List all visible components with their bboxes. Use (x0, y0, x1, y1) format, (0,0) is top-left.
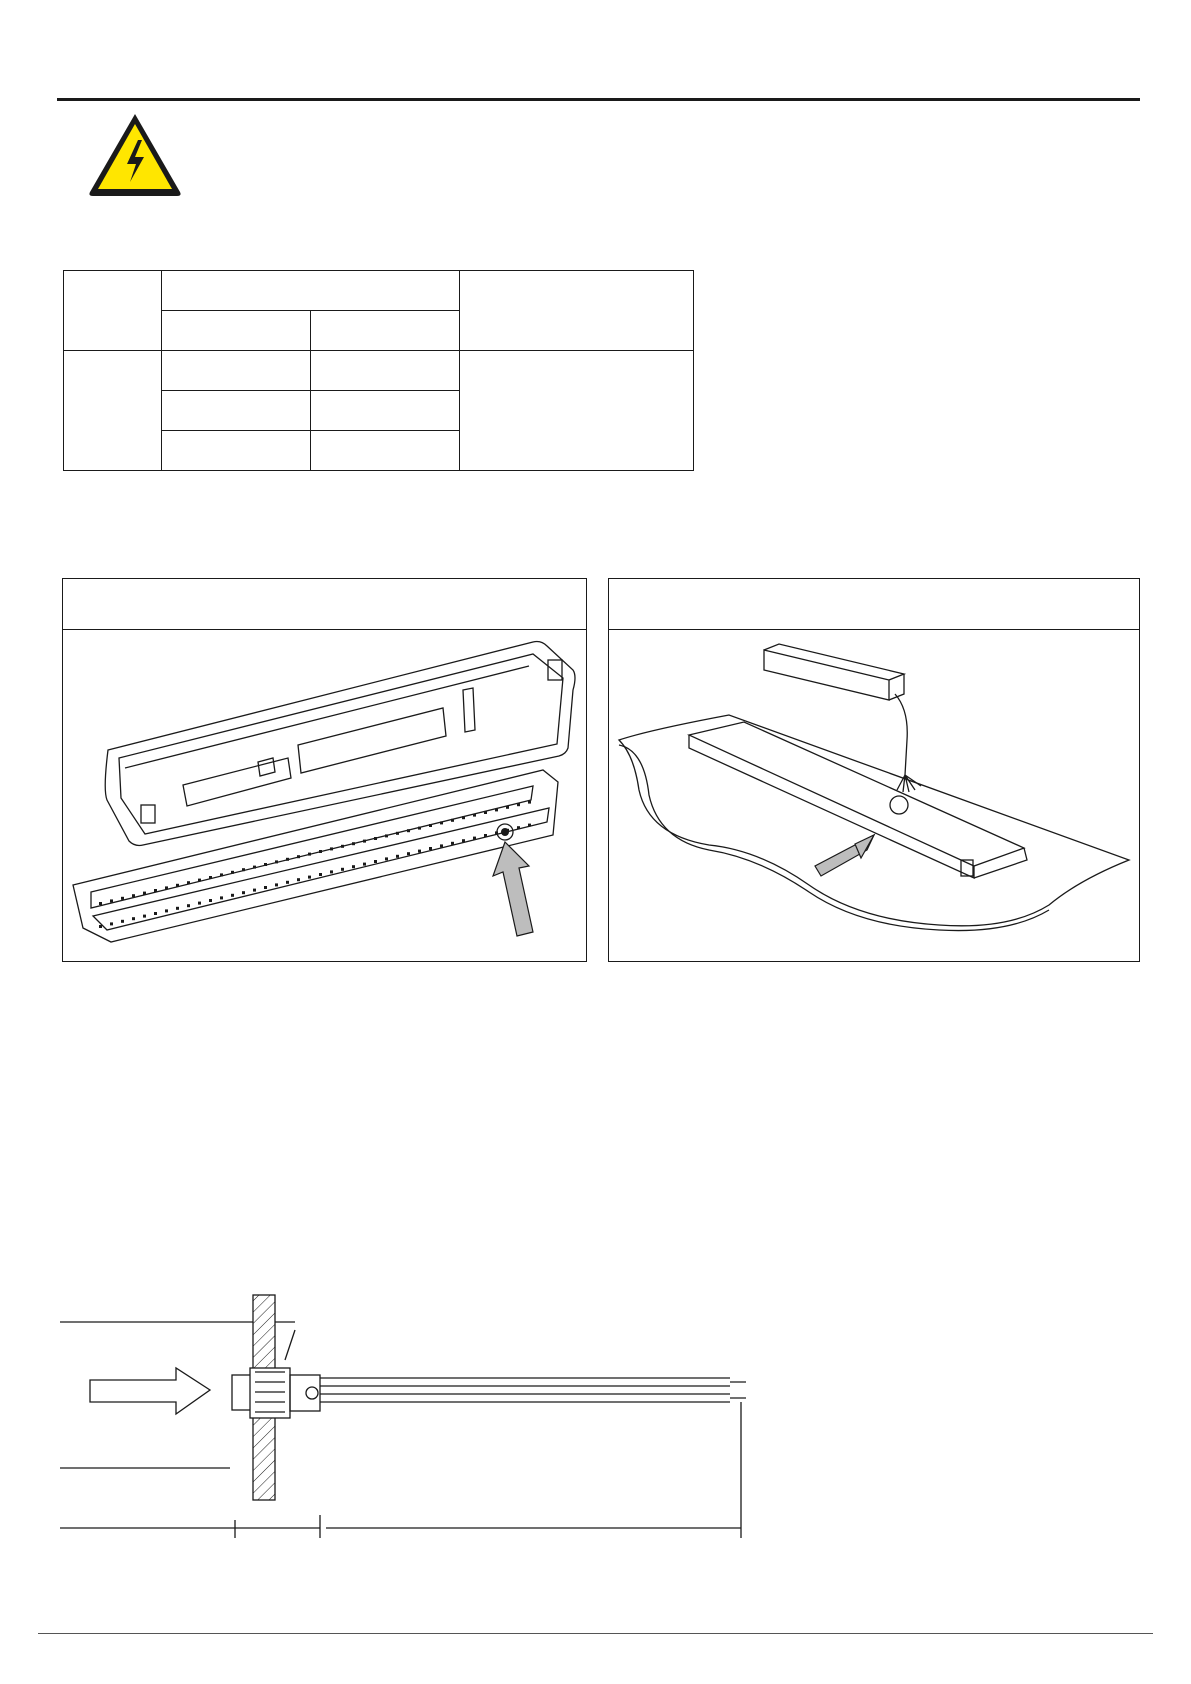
figure-title (609, 579, 1139, 630)
led-dot (121, 920, 124, 923)
led-dot (407, 829, 410, 832)
led-dot (275, 860, 278, 863)
table-cell (311, 431, 460, 471)
led-dot (341, 845, 344, 848)
led-dot (209, 899, 212, 902)
table-row (64, 271, 694, 311)
led-dot (440, 844, 443, 847)
table-cell (64, 271, 162, 351)
table-cell (64, 351, 162, 471)
led-dot (330, 847, 333, 850)
led-dot (396, 832, 399, 835)
electric-hazard-warning-icon (86, 110, 184, 198)
led-dot (231, 871, 234, 874)
led-dot (319, 850, 322, 853)
led-dot (143, 915, 146, 918)
led-dot (297, 878, 300, 881)
led-dot (341, 868, 344, 871)
led-dot (165, 886, 168, 889)
led-dot (528, 824, 531, 827)
led-dot (132, 894, 135, 897)
table-cell (311, 391, 460, 431)
footer-rule (38, 1633, 1153, 1634)
led-dot (451, 842, 454, 845)
luminaire-led-board-arrow-illustration (63, 630, 586, 960)
led-dot (187, 904, 190, 907)
led-dot (220, 896, 223, 899)
led-dot (363, 863, 366, 866)
led-dot (352, 865, 355, 868)
led-dot (242, 868, 245, 871)
led-dot (209, 876, 212, 879)
led-dot (220, 873, 223, 876)
led-dot (275, 883, 278, 886)
table-cell (460, 271, 694, 351)
led-dot (517, 803, 520, 806)
table-cell (311, 311, 460, 351)
led-dot (242, 891, 245, 894)
led-dot (99, 925, 102, 928)
table-row (64, 351, 694, 391)
led-dot (418, 827, 421, 830)
led-dot (374, 837, 377, 840)
led-dot (319, 873, 322, 876)
table-cell (162, 271, 460, 311)
led-dot (429, 847, 432, 850)
led-dot (374, 860, 377, 863)
led-dot (462, 839, 465, 842)
header-rule (57, 98, 1140, 101)
led-dot (143, 892, 146, 895)
led-dot (418, 850, 421, 853)
figure-panel-left (62, 578, 587, 962)
gland-through-wall-dimension-drawing (60, 1290, 800, 1550)
led-dot (473, 837, 476, 840)
table-cell (311, 351, 460, 391)
led-dot (429, 824, 432, 827)
led-dot (462, 816, 465, 819)
led-dot (484, 834, 487, 837)
led-dot (99, 902, 102, 905)
led-dot (385, 834, 388, 837)
figure-title (63, 579, 586, 630)
led-dot (396, 855, 399, 858)
led-dot (253, 889, 256, 892)
led-dot (451, 819, 454, 822)
led-dot (154, 889, 157, 892)
led-dot (352, 842, 355, 845)
table-cell (162, 311, 311, 351)
led-dot (231, 894, 234, 897)
led-dot (330, 870, 333, 873)
led-dot (110, 922, 113, 925)
led-dot (385, 857, 388, 860)
led-dot (176, 907, 179, 910)
led-dot (165, 909, 168, 912)
spec-table (63, 270, 694, 471)
led-dot (187, 881, 190, 884)
led-dot (517, 826, 520, 829)
led-dot (286, 858, 289, 861)
led-dot (176, 884, 179, 887)
table-cell (162, 351, 311, 391)
led-dot (308, 876, 311, 879)
led-dot (198, 879, 201, 882)
led-row (99, 801, 531, 928)
led-dot (484, 811, 487, 814)
led-dot (121, 897, 124, 900)
led-dot (253, 866, 256, 869)
led-dot (132, 917, 135, 920)
led-dot (110, 899, 113, 902)
table-cell (162, 391, 311, 431)
led-dot (363, 840, 366, 843)
ceiling-mount-battery-pack-arrow-illustration (609, 630, 1139, 960)
led-dot (264, 863, 267, 866)
led-dot (297, 855, 300, 858)
led-dot (407, 852, 410, 855)
led-dot (528, 801, 531, 804)
led-dot (506, 806, 509, 809)
led-dot (495, 808, 498, 811)
led-dot (473, 814, 476, 817)
led-dot (264, 886, 267, 889)
led-dot (440, 821, 443, 824)
led-dot (286, 881, 289, 884)
table-cell (162, 431, 311, 471)
figure-panel-right (608, 578, 1140, 962)
led-dot (154, 912, 157, 915)
table-cell (460, 351, 694, 471)
led-dot (308, 853, 311, 856)
led-dot (198, 902, 201, 905)
